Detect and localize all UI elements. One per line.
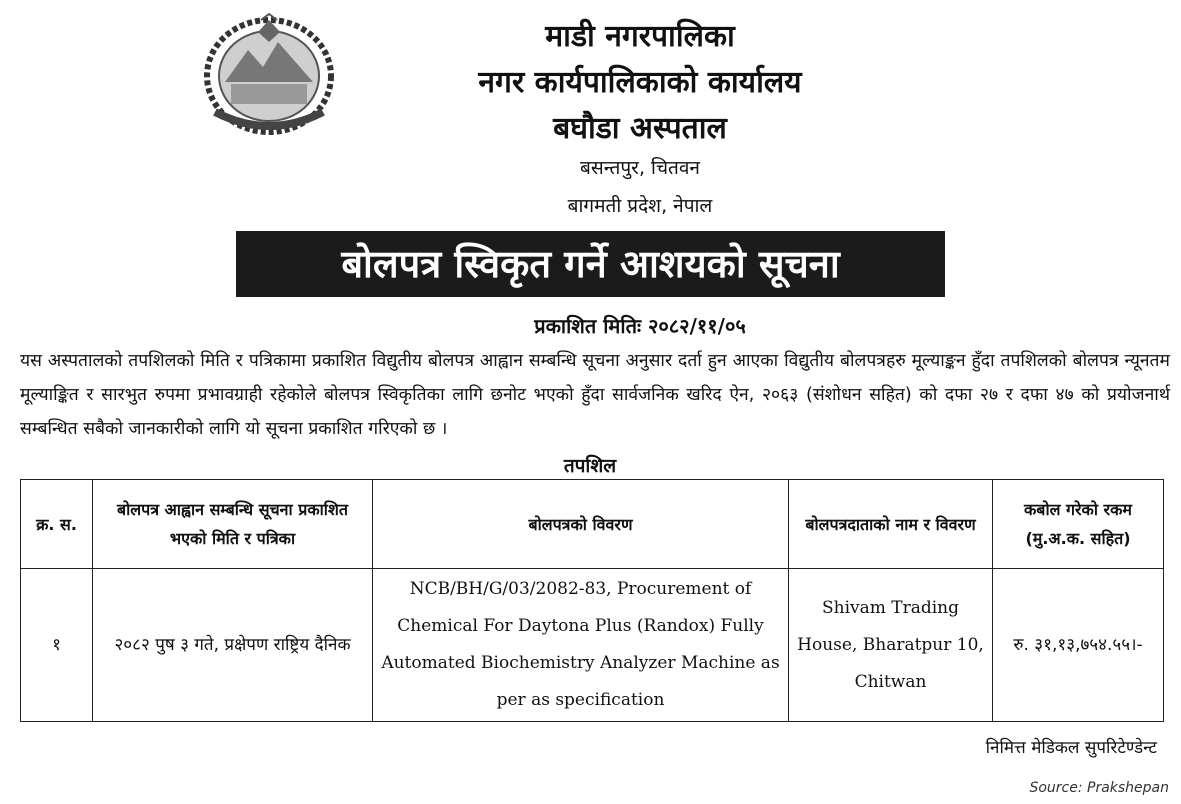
cell-sn: १ — [21, 569, 93, 722]
header-bidder: बोलपत्रदाताको नाम र विवरण — [789, 480, 993, 569]
office-name: नगर कार्यपालिकाको कार्यालय — [478, 65, 802, 100]
notice-paragraph: यस अस्पतालको तपशिलको मिति र पत्रिकामा प्रकाशित विद्युतीय बोलपत्र आह्वान सम्बन्धि सूचना अनुसार दर्ता हुन आएका विद्युतीय बोलपत्रहरु मूल्याङ्कन हुँदा तपशिलको बोलपत्र न्यूनतम मूल्याङ्कित र सारभुत रुपमा प्रभावग्राही रहेकोले बोलपत्र स्विकृतिका लागि छनोट भएको हुँदा सार्वजनिक खरिद ऐन, २०६३ (संशोधन सहित) को दफा २७ र दफा ४७ को प्रयोजनार्थ सम्बन्धित सबैको जानकारीको लागि यो सूचना प्रकाशित गरिएको छ । — [20, 351, 1170, 439]
table-header-row — [21, 480, 1164, 569]
cell-notice: २०८२ पुष ३ गते, प्रक्षेपण राष्ट्रिय दैनिक — [93, 569, 373, 722]
province: बागमती प्रदेश, नेपाल — [567, 195, 713, 217]
address: बसन्तपुर, चितवन — [580, 157, 700, 179]
header-sn: क्र. स. — [21, 480, 93, 569]
schedule-table — [20, 479, 1164, 722]
notice-title: बोलपत्र स्विकृत गर्ने आशयको सूचना — [236, 231, 945, 297]
nepal-emblem-icon — [203, 12, 335, 136]
table-row — [21, 569, 1164, 722]
municipality-name: माडी नगरपालिका — [545, 19, 735, 54]
header-notice: बोलपत्र आह्वान सम्बन्धि सूचना प्रकाशित भएको मिति र पत्रिका — [93, 480, 373, 569]
published-date: प्रकाशित मितिः २०८२/११/०५ — [534, 314, 746, 338]
header-description: बोलपत्रको विवरण — [373, 480, 789, 569]
header-amount: कबोल गरेको रकम (मु.अ.क. सहित) — [993, 480, 1164, 569]
cell-bidder: Shivam Trading House, Bharatpur 10, Chitwan — [789, 569, 993, 722]
hospital-name: बघौडा अस्पताल — [553, 111, 727, 146]
source-credit: Source: Prakshepan — [1029, 780, 1169, 796]
cell-amount: रु. ३१,१३,७५४.५५।- — [993, 569, 1164, 722]
signature: निमित्त मेडिकल सुपरिटेण्डेन्ट — [985, 738, 1157, 758]
schedule-title: तपशिल — [563, 455, 617, 477]
cell-description: NCB/BH/G/03/2082-83, Procurement of Chemical For Daytona Plus (Randox) Fully Automated Biochemistry Analyzer Machine as per as specification — [373, 569, 789, 722]
